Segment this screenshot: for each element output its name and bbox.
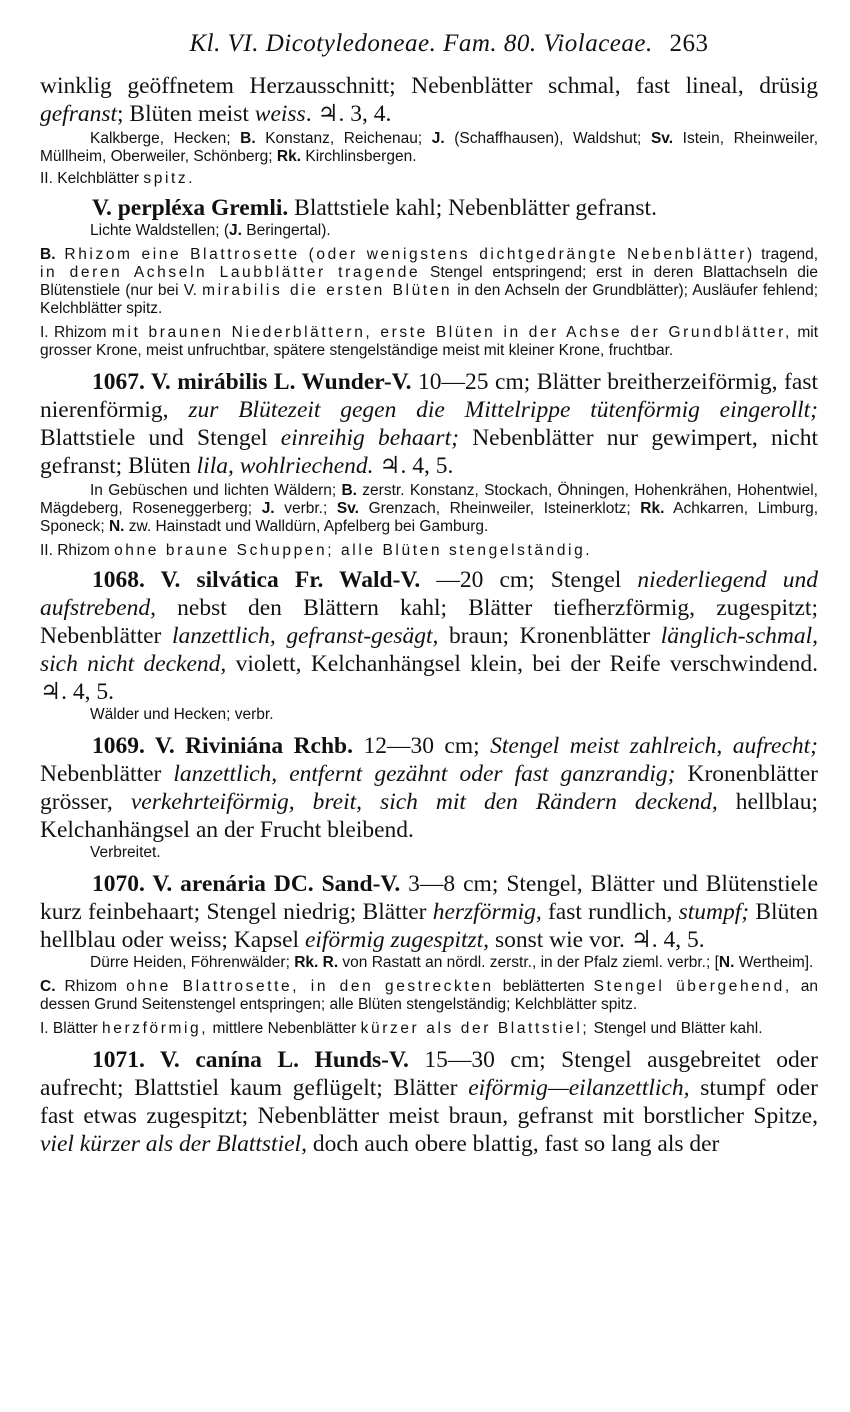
text-segment: beblätterten bbox=[493, 978, 594, 995]
text-segment: nebst den Blättern kahl; Blätter tiefherzförmig, zugespitzt; Nebenblätter bbox=[40, 595, 818, 649]
text-segment: länglich-schmal, sich nicht deckend, bbox=[40, 623, 818, 677]
text-segment: II. Rhizom bbox=[40, 542, 115, 559]
text-segment: Wertheim]. bbox=[734, 954, 814, 971]
text-segment: ohne braune Schuppen; alle Blüten stengelständig. bbox=[114, 542, 593, 559]
text-segment: stumpf; bbox=[678, 899, 750, 925]
text-block-b4 bbox=[40, 194, 818, 222]
text-segment: V. perpléxa Gremli. bbox=[92, 195, 289, 221]
text-segment: Stengel und Blätter kahl. bbox=[589, 1020, 763, 1037]
text-segment: hellblau; Kelchanhängsel an der Frucht bleibend. bbox=[40, 789, 818, 843]
text-segment: ♃. 4, 5. bbox=[373, 453, 454, 479]
text-block-b14 bbox=[40, 844, 818, 862]
text-segment: niederliegend und aufstrebend, bbox=[40, 567, 818, 621]
text-segment: 1069. V. Riviniána Rchb. bbox=[92, 733, 353, 759]
text-segment: Rk. bbox=[640, 500, 665, 517]
text-block-b5 bbox=[40, 222, 818, 240]
text-block-b6 bbox=[40, 246, 818, 318]
text-block-b3 bbox=[40, 170, 818, 188]
text-segment: Nebenblätter nur gewimpert, nicht gefranst; Blüten bbox=[40, 425, 818, 479]
text-block-b18 bbox=[40, 1020, 818, 1038]
text-segment: Dürre Heiden, Föhrenwälder; bbox=[90, 954, 295, 971]
text-block-b16 bbox=[40, 954, 818, 972]
text-segment: Lichte Waldstellen; ( bbox=[90, 222, 229, 239]
text-segment: . ♃. 3, 4. bbox=[305, 101, 392, 127]
text-segment: J. bbox=[431, 130, 445, 147]
running-title: Kl. VI. Dicotyledoneae. Fam. 80. Violaceae. bbox=[189, 30, 653, 57]
text-segment: J. bbox=[261, 500, 275, 517]
text-segment: lila, wohlriechend. bbox=[196, 453, 374, 479]
text-segment: Kalkberge, Hecken; bbox=[90, 130, 241, 147]
page-number: 263 bbox=[669, 30, 709, 57]
text-segment: mit grosser Krone, meist unfruchtbar, spätere stengelständige meist mit kleiner Krone, fruchtbar. bbox=[40, 324, 819, 359]
text-segment: Kirchlinsbergen. bbox=[301, 148, 417, 165]
text-segment: —20 cm; Stengel bbox=[420, 567, 638, 593]
text-block-b9 bbox=[40, 482, 818, 536]
text-segment: herzförmig, bbox=[432, 899, 542, 925]
text-block-b17 bbox=[40, 978, 818, 1014]
text-segment: 10—25 cm; Blätter breitherzeiförmig, fast nierenförmig, bbox=[40, 369, 818, 423]
text-segment: Sv. bbox=[336, 500, 359, 517]
text-segment: B. bbox=[40, 246, 56, 263]
text-segment: Stengel übergehend, bbox=[593, 978, 792, 995]
text-block-b11 bbox=[40, 566, 818, 706]
text-segment: viel kürzer als der Blattstiel, bbox=[40, 1131, 307, 1157]
text-segment: herzförmig, bbox=[102, 1020, 209, 1037]
text-segment: 1071. V. canína L. Hunds-V. bbox=[92, 1047, 409, 1073]
text-segment: Istein, Rheinweiler, Müllheim, Oberweiler, Schönberg; bbox=[40, 130, 819, 165]
text-segment: Wälder und Hecken; verbr. bbox=[90, 706, 274, 723]
text-segment: R. bbox=[322, 954, 339, 971]
text-segment: ohne Blattrosette, in den gestreckten bbox=[126, 978, 494, 995]
text-segment: I. Rhizom bbox=[40, 324, 113, 341]
text-segment: weiss bbox=[254, 101, 306, 127]
text-block-b1 bbox=[40, 72, 818, 128]
text-segment: 3—8 cm; Stengel, Blätter und Blütenstiele kurz feinbehaart; Stengel niedrig; Blätter bbox=[40, 871, 818, 925]
text-segment: N. bbox=[108, 518, 125, 535]
text-segment: gefranst bbox=[40, 101, 118, 127]
text-block-b10 bbox=[40, 542, 818, 560]
text-segment: kürzer als der Blattstiel; bbox=[360, 1020, 590, 1037]
text-segment: 1068. V. silvática Fr. Wald-V. bbox=[92, 567, 421, 593]
text-block-b7 bbox=[40, 324, 818, 360]
text-segment: 15—30 cm; Stengel ausgebreitet oder aufrecht; Blattstiel kaum geflügelt; Blätter bbox=[40, 1047, 818, 1101]
text-segment: Rhizom bbox=[55, 978, 127, 995]
text-segment: (Schaffhausen), Waldshut; bbox=[444, 130, 651, 147]
text-segment: winklig geöffnetem Herzausschnitt; Nebenblätter schmal, fast lineal, drüsig bbox=[40, 73, 818, 99]
text-segment: einreihig behaart; bbox=[280, 425, 459, 451]
text-segment: fast rundlich, bbox=[541, 899, 679, 925]
text-segment: doch auch obere blattig, fast so lang als der bbox=[306, 1131, 720, 1157]
text-segment: Stengel meist zahlreich, aufrecht; bbox=[490, 733, 818, 759]
text-segment: verbr.; bbox=[274, 500, 337, 517]
text-segment: Konstanz, Reichenau; bbox=[255, 130, 432, 147]
text-segment: B. bbox=[240, 130, 256, 147]
running-header bbox=[80, 30, 818, 58]
text-segment: Nebenblätter bbox=[40, 761, 174, 787]
text-segment: J. bbox=[229, 222, 242, 239]
text-segment: Sv. bbox=[650, 130, 674, 147]
text-segment: I. Blätter bbox=[40, 1020, 103, 1037]
text-segment: zur Blütezeit gegen die Mittelrippe tütenförmig eingerollt; bbox=[188, 397, 818, 423]
text-block-b13 bbox=[40, 732, 818, 844]
text-segment: Grenzach, Rheinweiler, Isteinerklotz; bbox=[359, 500, 641, 517]
text-segment: zerstr. Konstanz, Stockach, Öhningen, Hohenkrähen, Hohentwiel, Mägdeberg, Roseneggerberg; bbox=[40, 482, 818, 517]
text-segment: lanzettlich, gefranst-gesägt, bbox=[171, 623, 439, 649]
text-segment: stumpf oder fast etwas zugespitzt; Nebenblätter meist braun, gefranst mit borstlicher Spitze, bbox=[40, 1075, 818, 1129]
text-segment: In Gebüschen und lichten Wäldern; bbox=[90, 482, 342, 499]
text-segment: 1070. V. arenária DC. Sand-V. bbox=[92, 871, 401, 897]
text-block-b15 bbox=[40, 870, 818, 954]
text-segment: 1067. V. mirábilis L. Wunder-V. bbox=[92, 369, 412, 395]
text-segment: violett, Kelchanhängsel klein, bei der Reife verschwindend. ♃. 4, 5. bbox=[40, 651, 818, 705]
text-block-b8 bbox=[40, 368, 818, 480]
text-segment: Verbreitet. bbox=[90, 844, 161, 861]
text-segment: zw. Hainstadt und Walldürn, Apfelberg bei Gamburg. bbox=[124, 518, 489, 535]
text-segment: von Rastatt an nördl. zerstr., in der Pfalz zieml. verbr.; [ bbox=[338, 954, 719, 971]
text-segment: an dessen Grund Seitenstengel entspringen; alle Blüten stengelständig; Kelchblätter spitz. bbox=[40, 978, 819, 1013]
text-segment: Beringertal). bbox=[241, 222, 331, 239]
text-segment: Achkarren, Limburg, Sponeck; bbox=[40, 500, 818, 535]
text-segment: Rhizom eine Blattrosette (oder wenigstens dichtgedrängte Nebenblätter) bbox=[55, 246, 755, 263]
text-segment: eiförmig zugespitzt, bbox=[304, 927, 490, 953]
text-segment: Blattstiele kahl; Nebenblätter gefranst. bbox=[288, 195, 657, 221]
text-segment: ; Blüten meist bbox=[117, 101, 255, 127]
text-segment: Rk. bbox=[276, 148, 302, 165]
text-segment: B. bbox=[341, 482, 357, 499]
text-segment: mirabilis die ersten Blüten bbox=[202, 282, 453, 299]
text-block-b2 bbox=[40, 130, 818, 166]
text-segment: spitz. bbox=[143, 170, 196, 187]
text-segment: Kronenblätter grösser, bbox=[40, 761, 818, 815]
text-segment: verkehrteiförmig, breit, sich mit den Rändern deckend, bbox=[130, 789, 718, 815]
text-segment: Blattstiele und Stengel bbox=[40, 425, 281, 451]
page-content bbox=[40, 72, 818, 1158]
text-segment: tragend, bbox=[754, 246, 818, 263]
text-segment: eiförmig—eilanzettlich, bbox=[468, 1075, 690, 1101]
text-segment: mit braunen Niederblättern, erste Blüten in der Achse der Grundblätter, bbox=[112, 324, 792, 341]
text-block-b12 bbox=[40, 706, 818, 724]
text-segment: mittlere Nebenblätter bbox=[208, 1020, 361, 1037]
book-page bbox=[40, 30, 818, 1158]
text-segment: braun; Kronenblätter bbox=[438, 623, 661, 649]
text-segment: Stengel entspringend; erst in deren Blattachseln die Blütenstiele (nur bei V. bbox=[40, 264, 818, 299]
text-segment: II. Kelchblätter bbox=[40, 170, 144, 187]
text-segment: sonst wie vor. ♃. 4, 5. bbox=[489, 927, 705, 953]
text-segment: 12—30 cm; bbox=[353, 733, 491, 759]
text-segment: lanzettlich, entfernt gezähnt oder fast ganzrandig; bbox=[173, 761, 676, 787]
text-segment: in deren Achseln Laubblätter tragende bbox=[40, 264, 421, 281]
text-segment: Rk. bbox=[294, 954, 319, 971]
text-segment: in den Achseln der Grundblätter); Ausläufer fehlend; Kelchblätter spitz. bbox=[40, 282, 818, 317]
text-segment: Blüten hellblau oder weiss; Kapsel bbox=[40, 899, 818, 953]
text-segment: N. bbox=[718, 954, 735, 971]
text-segment: C. bbox=[40, 978, 56, 995]
text-block-b19 bbox=[40, 1046, 818, 1158]
